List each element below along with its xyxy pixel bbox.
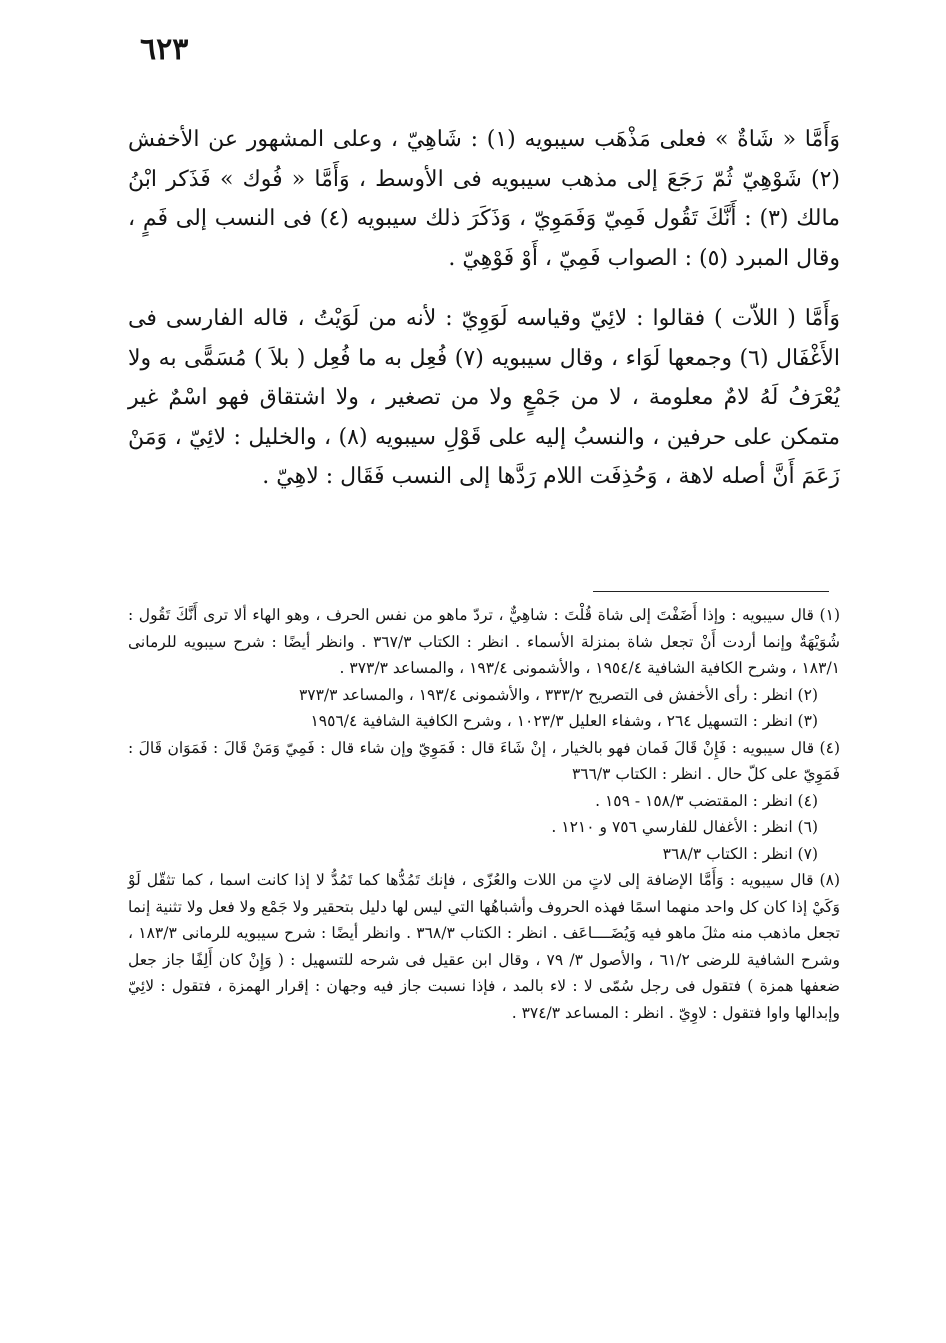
footnote-separator [593,591,829,592]
paragraph-shah-and-fuk: وَأَمَّا « شَاةٌ » فعلى مَذْهَب سيبويه (١) : شَاهِيّ ، وعلى المشهور عن الأخفش (٢) شَوْهِيّ ثُمّ رَجَعَ إلى مذهب سيبويه فى الأوسط ، وَأَمَّا « فُوك » فَذَكر ابْنُ مالك (٣) : أَنَّكَ تَقُول فَمِيّ وَفَمَوِيّ ، وَذَكَرَ ذلك سيبويه (٤) فى النسب إلى فَمٍ ، وقال المبرد (٥) : الصواب فَمِيّ ، أَوْ فَوْهِيّ . [128,127,841,271]
footnote-5: (٤) انظر : المقتضب ١٥٨/٣ - ١٥٩ . [595,791,818,810]
footnote-4: (٤) قال سيبويه : فَإِنْ قَالَ فَمان فهو بالخيار ، إنْ شَاءَ قال : فَمَوِيّ وإن شاء قال : فَمِيّ وَمَنْ قَالَ : فَمَوَان قَالَ : فَمَوِيّ على كلّ حال . انظر : الكتاب ٣٦٦/٣ [128,738,840,783]
page-number: ٦٢٣ [140,32,189,67]
main-text [128,120,840,497]
footnotes [128,602,840,1026]
paragraph-al-lat: وَأَمَّا ( اللاّت ) فقالوا : لائِيّ وقياسه لَوَوِيّ : لأنه من لَوَيْتُ ، قاله الفارسى فى الأَغْفَال (٦) وجمعها لَوَاء ، وقال سيبويه (٧) فُعِل به ما فُعِل ( بلاَ ) مُسَمًّى به ولا يُعْرَفُ لَهُ لامٌ معلومة ، لا من جَمْعٍ ولا من تصغير ، ولا اشتقاق فهو اسْمٌ غير متمكن على حرفين ، والنسبُ إليه على قَوْلِ سيبويه (٨) ، والخليل : لائِيّ ، وَمَنْ زَعَمَ أَنَّ أصله لاهة ، وَحُذِفَت اللام رَدَّها إلى النسب فَقَال : لاهِيّ . [128,306,840,489]
footnote-3: (٣) انظر : التسهيل ٢٦٤ ، وشفاء العليل ١٠٢٣/٣ ، وشرح الكافية الشافية ١٩٥٦/٤ [310,712,818,730]
footnote-6: (٦) انظر : الأغفال للفارسي ٧٥٦ و ١٢١٠ . [551,818,818,836]
footnote-1: (١) قال سيبويه : وإذا أَضَفْتَ إلى شاة قُلْتَ : شاهِيٌّ ، تردّ ماهو من نفس الحرف ، وهو الهاء ألا ترى أَنَّكَ تَقُول : شُوَيْهَةٌ وإنما أردت أَنْ تجعل شاة بمنزلة الأسماء . انظر : الكتاب ٣٦٧/٣ . وانظر أيضًا : شرح سيبويه للرمانى ١٨٣/١ ، وشرح الكافية الشافية ١٩٥٤/٤ ، والأشمونى ١٩٣/٤ ، والمساعد ٣٧٣/٣ . [128,606,840,677]
footnote-7: (٧) انظر : الكتاب ٣٦٨/٣ [662,844,818,863]
footnote-8: (٨) قال سيبويه : وَأَمَّا الإضافة إلى لاتٍ من اللات والعُزّى ، فإنك تَمُدُّها كما تَمُدُّ لا إذا كانت اسما ، كما تثقّل لَوْ وَكَيْ إذا كان كل واحد منهما اسمًا فهذه الحروف وأشباهُها التي ليس لها دليل بتحقير ولا جَمْع ولا فعل ولا تثنية إنما تجعل ماذهب منه مثلَ ماهو فيه وَيُضَــــاعَف . انظر : الكتاب ٣٦٨/٣ . وانظر أيضًا : شرح سيبويه للرمانى ١٨٣/٣ ، وشرح الشافية للرضى ٦١/٢ ، والأصول ٣/ ٧٩ ، وقال ابن عقيل فى شرحه للتسهيل : ( وَإِنْ كان أَلِفًا جاز جعل ضعفها همزة ) فتقول فى رجل سُمّى لا : لاء بالمد ، فإذا نسبت جاز فيه وجهان : إقرار الهمزة ، فتقول : لائِيّ وإبدالها واوا فتقول : لاوِيّ . انظر : المساعد ٣٧٤/٣ . [128,871,840,1022]
footnote-2: (٢) انظر : رأى الأخفش فى التصريح ٣٣٣/٢ ، والأشمونى ١٩٣/٤ ، والمساعد ٣٧٣/٣ [298,685,818,704]
